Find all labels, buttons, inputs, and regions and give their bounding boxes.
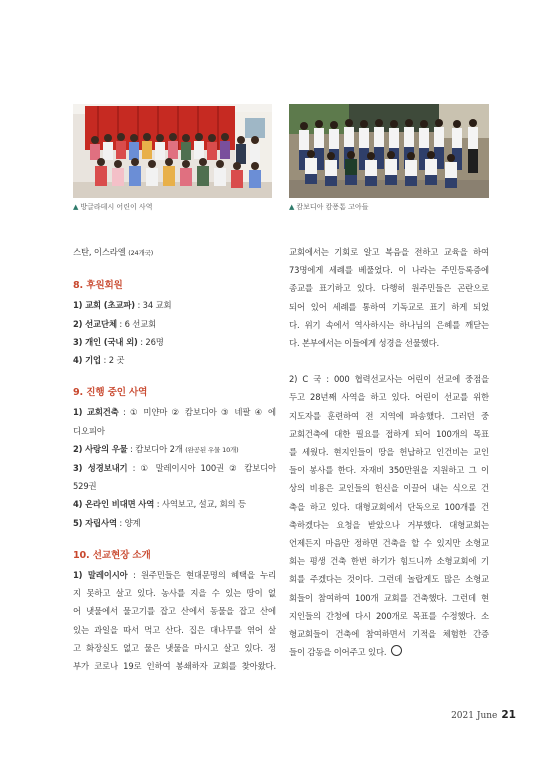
issue-date: 2021 June [451,711,498,721]
photo-caption-cambodia: ▲ 캄보디아 캄퐁톰 고아들 [289,203,369,211]
photo-caption-bangladesh: ▲ 방글라데시 어린이 사역 [73,203,153,211]
page-footer [451,709,516,721]
body-line: 회를 주겠다는 것이다. 그런데 놀랍게도 많은 소형교 [289,574,489,585]
body-line: 상의 비용은 교인들의 헌신을 이끌어 내는 식으로 건 [289,483,489,494]
body-line: 회는 평생 건축 한번 하기가 힘드니까 소형교회에 기 [289,556,489,567]
list-item: 1) 교회건축 : ① 미얀마 ② 캄보디아 ③ 네팔 ④ 에 [73,407,276,418]
body-line: 있는 과일을 따서 먹고 산다. 집은 대나무를 엮어 살 [73,624,276,635]
body-line: 다. 본부에서는 이들에게 성경을 선물했다. [289,338,440,349]
list-item: 1) 교회 (초교파) : 34 교회 [73,300,172,311]
list-item-continued: 529권 [73,481,97,492]
list-item-continued: 디오피아 [73,425,105,436]
section-heading-ongoing-ministry: 9. 진행 중인 사역 [73,387,148,399]
body-line: 다. 위기 속에서 역사하시는 하나님의 은혜를 깨닫는 [289,319,489,330]
body-line: 두고 28년째 사역을 하고 있다. 어린이 선교를 위한 [289,392,489,403]
body-line: 를 세웠다. 현지인들이 땅을 헌납하고 인건비는 교인 [289,447,489,458]
left-column [73,243,276,675]
list-item: 3) 성경보내기 : ① 말레이시아 100권 ② 캄보디아 [73,463,276,474]
body-line: 2) C 국 : 000 협력선교사는 어린이 선교에 중점을 [289,374,489,385]
section-heading-supporters: 8. 후원회원 [73,280,123,292]
body-line: 축하겠다는 요청을 받았으나 거부했다. 대형교회는 [289,519,489,530]
caption-marker-icon: ▲ [289,203,295,211]
body-line: 어 냇물에서 물고기를 잡고 산에서 동물을 잡고 산에 [73,606,276,617]
list-item: 5) 자립사역 : 양계 [73,517,141,528]
body-line: 축을 하고 있다. 대형교회에서 단독으로 100개를 건 [289,501,489,512]
body-line: 지도자를 훈련하여 전 지역에 파송했다. 그러던 중 [289,410,489,421]
body-line: 73명에게 세례를 베풀었다. 이 나라는 주민등록증에 [289,265,489,276]
body-line: 언제든지 마음만 정하면 건축을 할 수 있지만 소형교 [289,538,489,549]
page-number: 21 [501,709,516,721]
intro-line: 스탄, 이스라엘 (24개국) [73,247,154,257]
body-line: 교회건축에 대한 필요를 접하게 되어 100개의 목표 [289,428,489,439]
list-item: 2) 선교단체 : 6 선교회 [73,318,157,329]
photo-cambodia-orphans [289,104,489,198]
body-line: 1) 말레이시아 : 원주민들은 현대문명의 혜택을 누리 [73,570,277,581]
body-line: 지 못하고 살고 있다. 농사를 지을 수 있는 땅이 없 [73,588,276,599]
body-line: 들이 감동을 이어주고 있다. [289,643,489,661]
body-line: 고 화장실도 없고 물은 냇물을 마시고 살고 있다. 정 [73,642,276,653]
body-line: 지인들의 간청에 다시 200개로 목표를 수정했다. 소 [289,610,489,621]
body-line: 형교회들이 건축에 참여하면서 기적을 체험한 간증 [289,629,489,640]
body-line: 들이 봉사를 한다. 자재비 350만원을 지원하고 그 이 [289,465,489,476]
body-line: 종교를 표기하고 있다. 다행히 원주민들은 곤란으로 [289,283,489,294]
section-heading-field-intro: 10. 선교현장 소개 [73,549,151,561]
list-item: 4) 기업 : 2 곳 [73,355,125,366]
paragraph-spacer [289,352,489,370]
body-line: 부가 코로나 19로 인하여 봉쇄하자 교회를 찾아왔다. [73,661,276,672]
body-line: 되어 있어 세례를 통하여 기독교로 표기 하게 되었 [289,301,489,312]
list-item: 3) 개인 (국내 외) : 26명 [73,336,164,347]
body-line: 교회에서는 기회로 알고 복음을 전하고 교육을 하여 [289,247,489,257]
right-column [289,243,489,661]
end-mark-icon [391,645,402,656]
list-item: 4) 온라인 비대면 사역 : 사역보고, 설교, 회의 등 [73,499,246,510]
photo-bangladesh-children [73,104,272,198]
body-line: 회들이 참여하여 100개 교회를 건축했다. 그런데 현 [289,592,489,603]
caption-marker-icon: ▲ [73,203,79,211]
list-item: 2) 사랑의 우물 : 캄보디아 2개 (완공된 우물 10개) [73,443,239,454]
